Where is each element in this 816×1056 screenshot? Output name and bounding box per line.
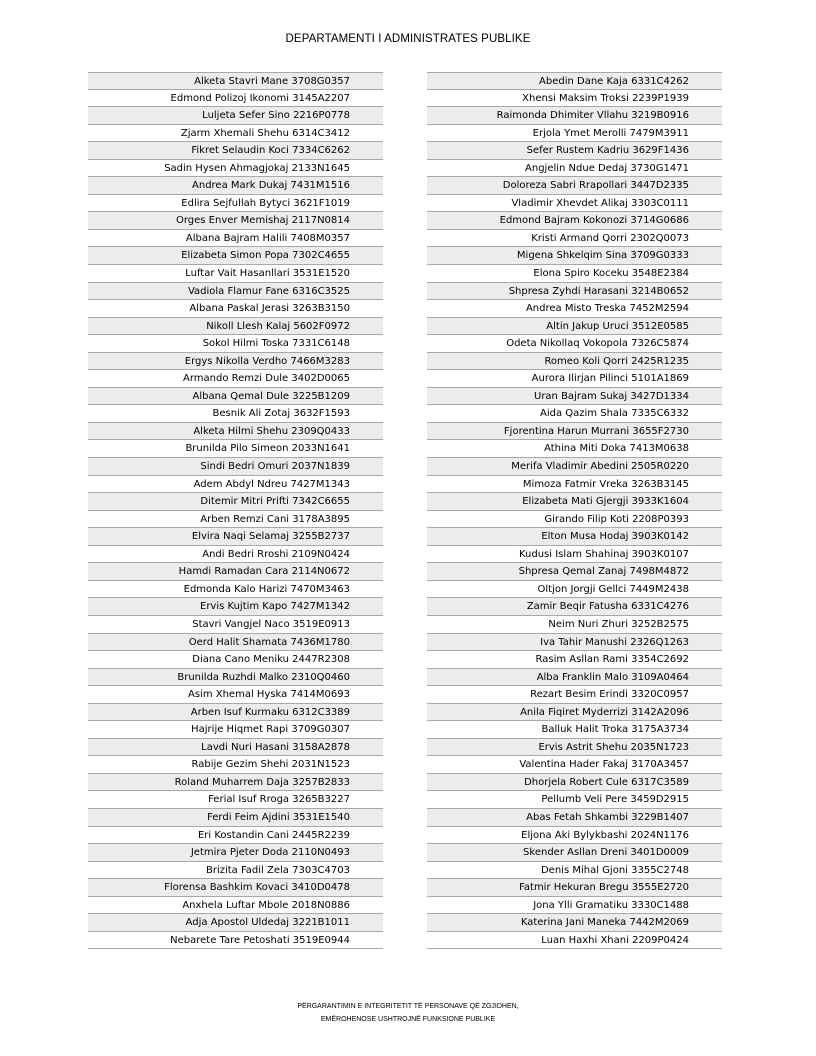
list-item: Ervis Astrit Shehu 2035N1723 <box>427 739 722 757</box>
list-item: Zjarm Xhemali Shehu 6314C3412 <box>88 125 383 143</box>
list-item: Raimonda Dhimiter Vllahu 3219B0916 <box>427 107 722 125</box>
list-item: Shpresa Qemal Zanaj 7498M4872 <box>427 563 722 581</box>
list-item: Rezart Besim Erindi 3320C0957 <box>427 686 722 704</box>
list-item: Stavri Vangjel Naco 3519E0913 <box>88 616 383 634</box>
list-item: Sokol Hilmi Toska 7331C6148 <box>88 335 383 353</box>
list-item: Edmond Bajram Kokonozi 3714G0686 <box>427 212 722 230</box>
list-item: Elizabeta Simon Popa 7302C4655 <box>88 247 383 265</box>
list-item: Jona Ylli Gramatiku 3330C1488 <box>427 897 722 915</box>
list-item: Ervis Kujtim Kapo 7427M1342 <box>88 598 383 616</box>
list-item: Brunilda Pilo Simeon 2033N1641 <box>88 440 383 458</box>
list-item: Skender Asllan Dreni 3401D0009 <box>427 844 722 862</box>
list-item: Arben Remzi Cani 3178A3895 <box>88 511 383 529</box>
list-item: Asim Xhemal Hyska 7414M0693 <box>88 686 383 704</box>
list-item: Girando Filip Koti 2208P0393 <box>427 511 722 529</box>
footer-line-2: EMËROHENOSE USHTROJNË FUNKSIONE PUBLIKE <box>320 1016 496 1023</box>
list-item: Sefer Rustem Kadriu 3629F1436 <box>427 142 722 160</box>
list-item: Andi Bedri Rroshi 2109N0424 <box>88 546 383 564</box>
list-item: Xhensi Maksim Troksi 2239P1939 <box>427 90 722 108</box>
list-item: Hamdi Ramadan Cara 2114N0672 <box>88 563 383 581</box>
list-item: Elton Musa Hodaj 3903K0142 <box>427 528 722 546</box>
list-item: Elona Spiro Koceku 3548E2384 <box>427 265 722 283</box>
list-item: Migena Shkelqim Sina 3709G0333 <box>427 247 722 265</box>
list-item: Alketa Hilmi Shehu 2309Q0433 <box>88 423 383 441</box>
list-item: Nebarete Tare Petoshati 3519E0944 <box>88 932 383 950</box>
list-item: Arben Isuf Kurmaku 6312C3389 <box>88 704 383 722</box>
list-item: Jetmira Pjeter Doda 2110N0493 <box>88 844 383 862</box>
list-item: Edlira Sejfullah Bytyci 3621F1019 <box>88 195 383 213</box>
list-item: Balluk Halit Troka 3175A3734 <box>427 721 722 739</box>
list-item: Besnik Ali Zotaj 3632F1593 <box>88 405 383 423</box>
list-item: Merifa Vladimir Abedini 2505R0220 <box>427 458 722 476</box>
list-item: Hajrije Hiqmet Rapi 3709G0307 <box>88 721 383 739</box>
list-item: Fjorentina Harun Murrani 3655F2730 <box>427 423 722 441</box>
list-item: Albana Bajram Halili 7408M0357 <box>88 230 383 248</box>
list-item: Dhorjela Robert Cule 6317C3589 <box>427 774 722 792</box>
list-item: Rabije Gezim Shehi 2031N1523 <box>88 756 383 774</box>
list-item: Andrea Misto Treska 7452M2594 <box>427 300 722 318</box>
list-item: Fikret Selaudin Koci 7334C6262 <box>88 142 383 160</box>
list-item: Vladimir Xhevdet Alikaj 3303C0111 <box>427 195 722 213</box>
list-item: Rasim Asllan Rami 3354C2692 <box>427 651 722 669</box>
list-item: Luljeta Sefer Sino 2216P0778 <box>88 107 383 125</box>
list-item: Erjola Ymet Merolli 7479M3911 <box>427 125 722 143</box>
list-item: Sindi Bedri Omuri 2037N1839 <box>88 458 383 476</box>
list-item: Eljona Aki Bylykbashi 2024N1176 <box>427 827 722 845</box>
list-item: Brizita Fadil Zela 7303C4703 <box>88 862 383 880</box>
list-item: Odeta Nikollaq Vokopola 7326C5874 <box>427 335 722 353</box>
list-item: Mimoza Fatmir Vreka 3263B3145 <box>427 476 722 494</box>
list-item: Vadiola Flamur Fane 6316C3525 <box>88 283 383 301</box>
list-item: Sadin Hysen Ahmagjokaj 2133N1645 <box>88 160 383 178</box>
list-item: Edmonda Kalo Harizi 7470M3463 <box>88 581 383 599</box>
list-item: Romeo Koli Qorri 2425R1235 <box>427 353 722 371</box>
list-item: Adem Abdyl Ndreu 7427M1343 <box>88 476 383 494</box>
list-item: Ferial Isuf Rroga 3265B3227 <box>88 791 383 809</box>
list-item: Neim Nuri Zhuri 3252B2575 <box>427 616 722 634</box>
list-item: Albana Qemal Dule 3225B1209 <box>88 388 383 406</box>
list-item: Armando Remzi Dule 3402D0065 <box>88 370 383 388</box>
list-item: Pellumb Veli Pere 3459D2915 <box>427 791 722 809</box>
list-item: Angjelin Ndue Dedaj 3730G1471 <box>427 160 722 178</box>
list-item: Aida Qazim Shala 7335C6332 <box>427 405 722 423</box>
list-item: Ergys Nikolla Verdho 7466M3283 <box>88 353 383 371</box>
list-item: Albana Paskal Jerasi 3263B3150 <box>88 300 383 318</box>
left-name-list <box>88 72 383 949</box>
list-item: Iva Tahir Manushi 2326Q1263 <box>427 634 722 652</box>
list-item: Nikoll Llesh Kalaj 5602F0972 <box>88 318 383 336</box>
list-item: Florensa Bashkim Kovaci 3410D0478 <box>88 879 383 897</box>
list-item: Elvira Naqi Selamaj 3255B2737 <box>88 528 383 546</box>
list-item: Diana Cano Meniku 2447R2308 <box>88 651 383 669</box>
list-item: Roland Muharrem Daja 3257B2833 <box>88 774 383 792</box>
list-item: Altin Jakup Uruci 3512E0585 <box>427 318 722 336</box>
list-item: Kudusi Islam Shahinaj 3903K0107 <box>427 546 722 564</box>
list-item: Fatmir Hekuran Bregu 3555E2720 <box>427 879 722 897</box>
list-item: Shpresa Zyhdi Harasani 3214B0652 <box>427 283 722 301</box>
list-item: Luftar Vait Hasanllari 3531E1520 <box>88 265 383 283</box>
right-name-list <box>427 72 722 949</box>
list-item: Edmond Polizoj Ikonomi 3145A2207 <box>88 90 383 108</box>
list-item: Anxhela Luftar Mbole 2018N0886 <box>88 897 383 915</box>
list-item: Eri Kostandin Cani 2445R2239 <box>88 827 383 845</box>
list-item: Valentina Hader Fakaj 3170A3457 <box>427 756 722 774</box>
list-item: Uran Bajram Sukaj 3427D1334 <box>427 388 722 406</box>
list-item: Doloreza Sabri Rrapollari 3447D2335 <box>427 177 722 195</box>
page-title: DEPARTAMENTI I ADMINISTRATES PUBLIKE <box>285 33 531 45</box>
list-item: Luan Haxhi Xhani 2209P0424 <box>427 932 722 950</box>
list-item: Ferdi Feim Ajdini 3531E1540 <box>88 809 383 827</box>
list-item: Katerina Jani Maneka 7442M2069 <box>427 914 722 932</box>
list-item: Elizabeta Mati Gjergji 3933K1604 <box>427 493 722 511</box>
list-item: Zamir Beqir Fatusha 6331C4276 <box>427 598 722 616</box>
list-item: Anila Fiqiret Myderrizi 3142A2096 <box>427 704 722 722</box>
list-item: Alba Franklin Malo 3109A0464 <box>427 669 722 687</box>
list-item: Orges Enver Memishaj 2117N0814 <box>88 212 383 230</box>
list-item: Brunilda Ruzhdi Malko 2310Q0460 <box>88 669 383 687</box>
list-item: Denis Mihal Gjoni 3355C2748 <box>427 862 722 880</box>
page-footer <box>0 1000 816 1026</box>
list-item: Adja Apostol Uldedaj 3221B1011 <box>88 914 383 932</box>
list-item: Oerd Halit Shamata 7436M1780 <box>88 634 383 652</box>
list-item: Oltjon Jorgji Gellci 7449M2438 <box>427 581 722 599</box>
list-item: Abedin Dane Kaja 6331C4262 <box>427 72 722 90</box>
list-item: Kristi Armand Qorri 2302Q0073 <box>427 230 722 248</box>
list-item: Abas Fetah Shkambi 3229B1407 <box>427 809 722 827</box>
footer-line-1: PËRGARANTIMIN E INTEGRITETIT TË PERSONAVE QË ZGJIDHEN, <box>297 1003 519 1010</box>
list-item: Alketa Stavri Mane 3708G0357 <box>88 72 383 90</box>
list-item: Athina Miti Doka 7413M0638 <box>427 440 722 458</box>
list-item: Aurora Ilirjan Pilinci 5101A1869 <box>427 370 722 388</box>
list-item: Ditemir Mitri Prifti 7342C6655 <box>88 493 383 511</box>
list-item: Andrea Mark Dukaj 7431M1516 <box>88 177 383 195</box>
list-item: Lavdi Nuri Hasani 3158A2878 <box>88 739 383 757</box>
